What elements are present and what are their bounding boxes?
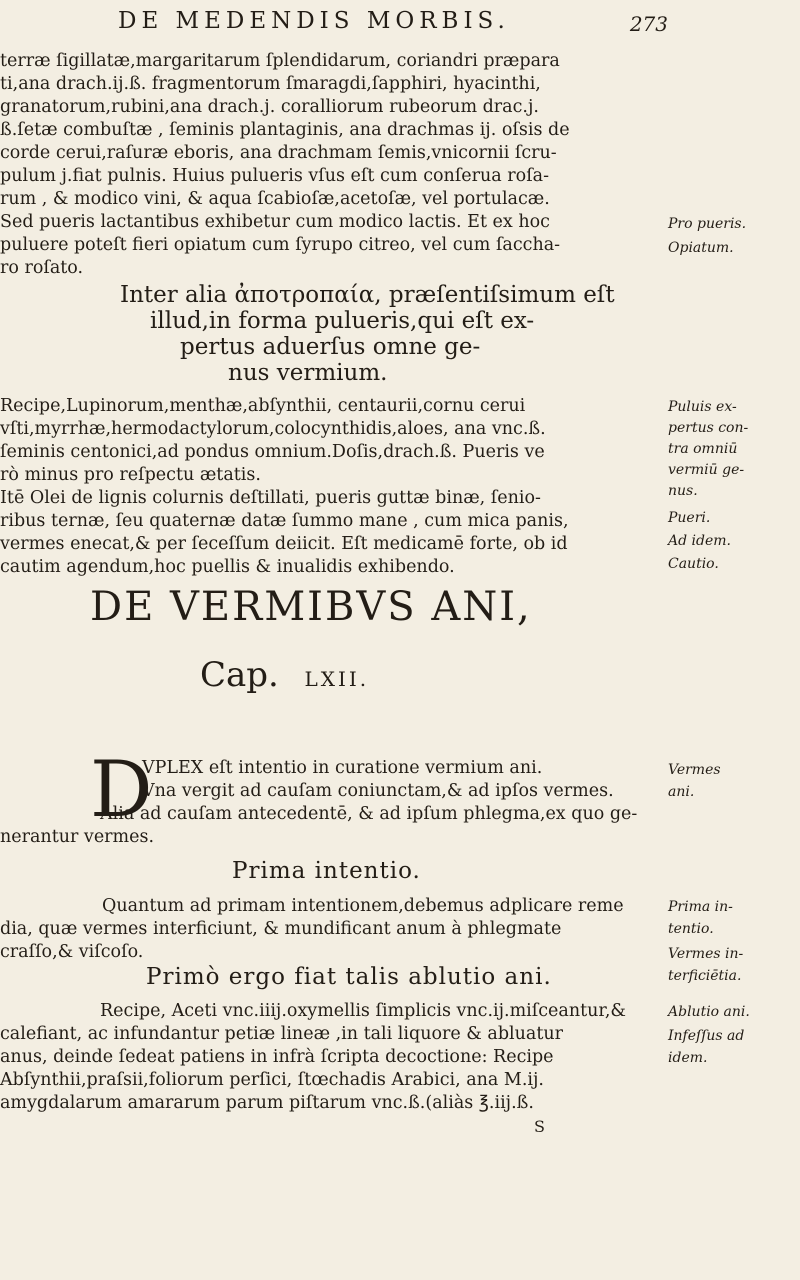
text-line: Sed pueris lactantibus exhibetur cum modico lactis. Et ex hoc [0, 212, 550, 232]
subheading-line: pertus aduerſus omne ge- [180, 334, 481, 360]
text-line: Recipe,Lupinorum,menthæ,abſynthii, centaurii,cornu cerui [0, 396, 526, 416]
text-line: anus, deinde ſedeat patiens in infrà ſcripta decoctione: Recipe [0, 1047, 554, 1067]
margin-note: pertus con- [668, 420, 749, 436]
margin-note: terficiētia. [668, 968, 742, 984]
chapter-title: DE VERMIBVS ANI, [90, 584, 532, 630]
chapter-cap-label: Cap. [200, 655, 279, 695]
margin-note: Pro pueris. [668, 216, 747, 232]
margin-note: Vermes in- [668, 946, 744, 962]
text-line: VPLEX eſt intentio in curatione vermium ani. [142, 758, 543, 778]
signature-mark: S [534, 1117, 545, 1136]
text-line: ti,ana drach.ij.ß. fragmentorum ſmaragdi,ſapphiri, hyacinthi, [0, 74, 541, 94]
margin-note: Puluis ex- [668, 399, 737, 415]
margin-note: idem. [668, 1050, 708, 1066]
text-line: Vna vergit ad cauſam coniunctam,& ad ipſos vermes. [142, 781, 614, 801]
margin-note: vermiū ge- [668, 462, 745, 478]
text-line: cautim agendum,hoc puellis & inualidis exhibendo. [0, 557, 455, 577]
margin-note: tra omniū [668, 441, 738, 457]
text-line: vſti,myrrhæ,hermodactylorum,colocynthidis,aloes, ana vnc.ß. [0, 419, 546, 439]
margin-note: Ad idem. [668, 533, 731, 549]
margin-note: Cautio. [668, 556, 719, 572]
text-line: craſſo,& viſcoſo. [0, 942, 144, 962]
drop-cap: D [90, 745, 153, 835]
text-line: nerantur vermes. [0, 827, 155, 847]
text-line: dia, quæ vermes interficiunt, & mundificant anum à phlegmate [0, 919, 562, 939]
margin-note: Prima in- [668, 899, 733, 915]
page-number: 273 [629, 12, 668, 36]
text-line: ribus ternæ, ſeu quaternæ datæ ſummo mane , cum mica panis, [0, 511, 569, 531]
section-title-ablutio: Primò ergo fiat talis ablutio ani. [146, 964, 552, 990]
text-line: granatorum,rubini,ana drach.j. coralliorum rubeorum drac.j. [0, 97, 539, 117]
subheading-line: Inter alia ἀποτροπαία, præſentiſsimum eſt [120, 282, 615, 308]
text-line: Abſynthii,praſsii,foliorum perſici, ſtœchadis Arabici, ana M.ij. [0, 1070, 544, 1090]
text-line: ſeminis centonici,ad pondus omnium.Doſis,drach.ß. Pueris ve [0, 442, 545, 462]
margin-note: Ablutio ani. [668, 1004, 750, 1020]
text-line: pulum j.fiat pulnis. Huius pulueris vſus eſt cum conſerua roſa- [0, 166, 550, 186]
margin-note: Pueri. [668, 510, 711, 526]
running-head: DE MEDENDIS MORBIS. [118, 8, 510, 34]
text-line: Itē Olei de lignis colurnis deſtillati, pueris guttæ binæ, ſenio- [0, 488, 541, 508]
subheading-line: illud,in forma pulueris,qui eſt ex- [150, 308, 535, 334]
page-header [118, 8, 668, 44]
margin-note: ani. [668, 784, 695, 800]
margin-note: Opiatum. [668, 240, 734, 256]
text-line: rum , & modico vini, & aqua ſcabioſæ,acetoſæ, vel portulacæ. [0, 189, 550, 209]
subheading-line: nus vermium. [228, 360, 388, 386]
text-line: rò minus pro reſpectu ætatis. [0, 465, 261, 485]
text-line: Alia ad cauſam antecedentē, & ad ipſum phlegma,ex quo ge- [100, 804, 638, 824]
text-line: terræ ſigillatæ,margaritarum ſplendidarum, coriandri præpara [0, 51, 560, 71]
text-line: calefiant, ac infundantur petiæ lineæ ,in tali liquore & abluatur [0, 1024, 564, 1044]
chapter-roman-numeral: LXII. [304, 667, 370, 691]
chapter-number [200, 655, 755, 695]
margin-note: tentio. [668, 921, 714, 937]
text-line: ro roſato. [0, 258, 84, 278]
text-line: Quantum ad primam intentionem,debemus adplicare reme [102, 896, 624, 916]
text-line: Recipe, Aceti vnc.iiij.oxymellis ſimplicis vnc.ij.miſceantur,& [100, 1001, 627, 1021]
margin-note: Vermes [668, 762, 721, 778]
margin-note: Infeſſus ad [668, 1028, 745, 1044]
text-line: corde cerui,raſuræ eboris, ana drachmam ſemis,vnicornii ſcru- [0, 143, 557, 163]
text-line: ß.ſetæ combuſtæ , ſeminis plantaginis, ana drachmas ij. oſsis de [0, 120, 570, 140]
text-line: amygdalarum amararum parum piſtarum vnc.ß.(aliàs ℥.iij.ß. [0, 1093, 534, 1113]
text-line: vermes enecat,& per ſeceſſum deiicit. Eſt medicamē forte, ob id [0, 534, 568, 554]
text-line: puluere poteſt fieri opiatum cum ſyrupo citreo, vel cum ſaccha- [0, 235, 561, 255]
section-title-prima-intentio: Prima intentio. [232, 858, 421, 884]
margin-note: nus. [668, 483, 698, 499]
